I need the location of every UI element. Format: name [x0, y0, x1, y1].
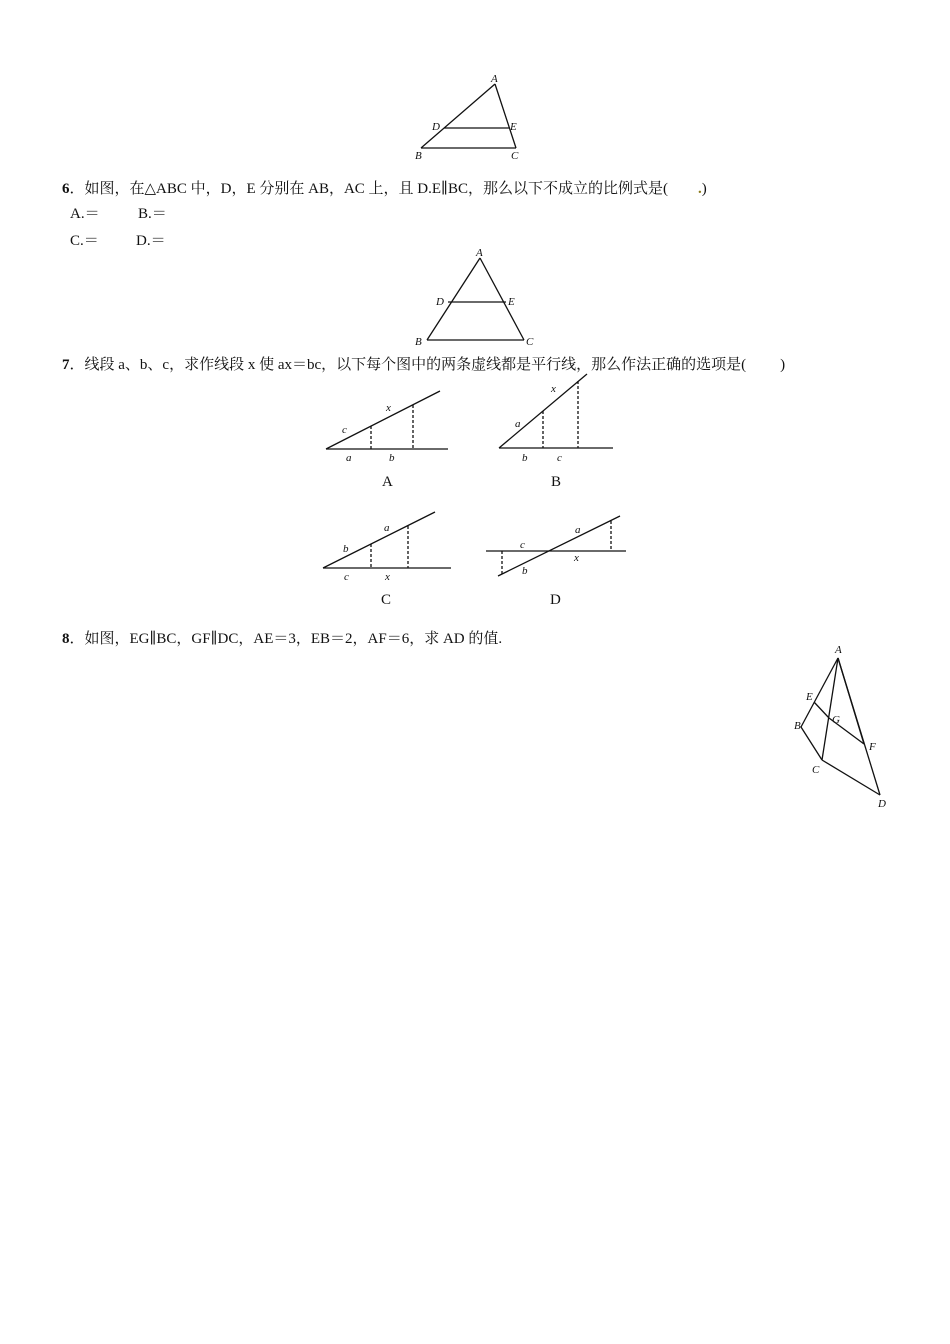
question-close: )	[780, 357, 786, 373]
label-b: B	[794, 720, 801, 732]
label-a: a	[575, 524, 581, 536]
figure-option-c	[318, 506, 458, 586]
label-c: C	[526, 336, 534, 348]
figure-triangle-top	[405, 70, 535, 165]
option-a: A.＝	[70, 206, 100, 222]
label-a: a	[515, 418, 521, 430]
mark-dot: .	[697, 181, 702, 197]
caption-d: D	[550, 592, 561, 608]
label-b: b	[389, 452, 395, 464]
question-number: 8	[62, 631, 70, 647]
label-c: C	[812, 764, 820, 776]
label-b: b	[522, 565, 528, 577]
label-d: D	[878, 798, 886, 810]
question-text: ．如图，EG∥BC，GF∥DC，AE＝3，EB＝2，AF＝6，求 AD 的值.	[69, 631, 503, 647]
label-c: c	[342, 424, 347, 436]
label-a: a	[346, 452, 352, 464]
question-6	[62, 177, 707, 198]
label-a: A	[491, 73, 498, 85]
label-c: C	[511, 150, 519, 162]
figure-quadrilateral-q8	[785, 640, 895, 815]
label-x: x	[385, 571, 390, 583]
label-x: x	[386, 402, 391, 414]
label-c: c	[344, 571, 349, 583]
question-8	[62, 627, 502, 648]
label-e: E	[806, 691, 813, 703]
option-b: B.＝	[138, 206, 167, 222]
label-x: x	[551, 383, 556, 395]
question-7	[62, 353, 785, 374]
option-c: C.＝	[70, 233, 99, 249]
caption-a: A	[382, 474, 393, 490]
label-a: A	[835, 644, 842, 656]
question-close: )	[701, 181, 707, 197]
figure-triangle-q6	[405, 244, 545, 350]
caption-b: B	[551, 474, 562, 490]
question-number: 7	[62, 357, 70, 373]
label-a: A	[476, 247, 483, 259]
question-text: ．如图，在△ABC 中，D，E 分别在 AB，AC 上，且 D.E∥BC，那么以下不成立的比例式是(	[69, 181, 668, 197]
label-a: a	[384, 522, 390, 534]
label-d: D	[436, 296, 444, 308]
label-x: x	[574, 552, 579, 564]
label-b: B	[415, 150, 422, 162]
figure-option-a	[320, 385, 455, 465]
label-d: D	[432, 121, 440, 133]
label-e: E	[508, 296, 515, 308]
label-b: b	[522, 452, 528, 464]
label-g: G	[832, 714, 840, 726]
label-b: b	[343, 543, 349, 555]
label-c: c	[557, 452, 562, 464]
figure-option-d	[480, 510, 630, 582]
label-b: B	[415, 336, 422, 348]
question-text: ．线段 a、b、c，求作线段 x 使 ax＝bc，以下每个图中的两条虚线都是平行线，那么作法正确的选项是(	[69, 357, 747, 373]
figure-option-b	[495, 370, 620, 466]
label-e: E	[510, 121, 517, 133]
option-d: D.＝	[136, 233, 166, 249]
question-number: 6	[62, 181, 70, 197]
label-f: F	[869, 741, 876, 753]
caption-c: C	[381, 592, 392, 608]
label-c: c	[520, 539, 525, 551]
